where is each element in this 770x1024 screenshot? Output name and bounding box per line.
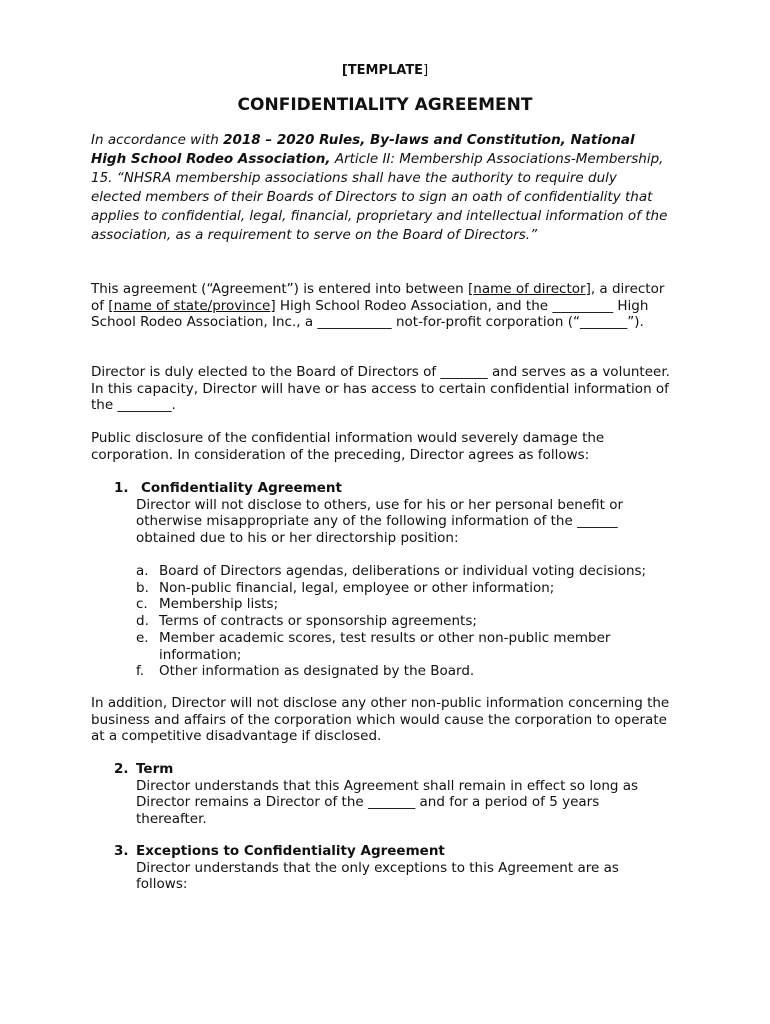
- section-2-number: 2.: [114, 761, 129, 777]
- list-item-letter: d.: [136, 613, 149, 630]
- director-paragraph: Director is duly elected to the Board of Directors of _______ and serves as a volunteer. In this capacity, Director will have or has access to certain confidential information of the ________.: [91, 364, 670, 414]
- parties-text-2: ], a director of [: [91, 281, 665, 314]
- section-1-title-text: Confidentiality Agreement: [141, 480, 342, 496]
- section-3-title: [136, 843, 676, 860]
- section-3-title-text: Exceptions to Confidentiality Agreement: [136, 843, 445, 859]
- state-name-placeholder: name of state/province: [113, 297, 271, 314]
- intro-paragraph: [91, 131, 671, 245]
- list-item-letter: f.: [136, 663, 145, 680]
- section-3-body: Director understands that the only exceptions to this Agreement are as follows:: [136, 859, 619, 893]
- list-item-text: Terms of contracts or sponsorship agreements;: [159, 613, 477, 630]
- list-item-text: Member academic scores, test results or other non-public member information;: [159, 629, 611, 663]
- list-item-text: Membership lists;: [159, 596, 279, 613]
- parties-text-1: This agreement (“Agreement”) is entered into between [: [91, 281, 474, 297]
- section-3-number: 3.: [114, 843, 129, 859]
- rules-title: 2018 – 2020 Rules, By-laws and Constitution, National High School Rodeo Association,: [91, 132, 635, 167]
- template-label-bracket: ]: [423, 63, 429, 78]
- list-item-letter: e.: [136, 629, 149, 646]
- list-item-letter: b.: [136, 579, 149, 596]
- document-title: CONFIDENTIALITY AGREEMENT: [237, 95, 533, 115]
- section-1-number: 1.: [114, 480, 129, 496]
- template-label-text: [TEMPLATE: [341, 63, 424, 78]
- intro-lead: In accordance with: [91, 132, 224, 148]
- template-label: [0, 62, 770, 80]
- section-1-title: [141, 480, 681, 497]
- section-2-body: Director understands that this Agreement shall remain in effect so long as Director remains a Director of the _______ and for a period of 5 years thereafter.: [136, 777, 639, 828]
- director-name-placeholder: name of director: [473, 281, 586, 297]
- section-2-title: [136, 761, 676, 778]
- parties-paragraph: [91, 281, 671, 331]
- list-item-text: Board of Directors agendas, deliberations or individual voting decisions;: [159, 563, 647, 579]
- section-1-body: Director will not disclose to others, use for his or her personal benefit or otherwise misappropriate any of the following information of the ______ obtained due to his or her directorship position:: [136, 496, 624, 547]
- addition-paragraph: In addition, Director will not disclose any other non-public information concerning the business and affairs of the corporation which would cause the corporation to operate at a competitive disadvantage if disclosed.: [91, 695, 670, 745]
- list-item-letter: a.: [136, 563, 149, 579]
- disclosure-paragraph: Public disclosure of the confidential information would severely damage the corporation. In consideration of the preceding, Director agrees as follows:: [91, 430, 605, 463]
- parties-text-3: ] High School Rodeo Association, and the _________ High School Rodeo Association, Inc., a ___________ not-for-profit corporation (“_______”).: [91, 297, 649, 331]
- list-item-text: Other information as designated by the Board.: [159, 663, 475, 680]
- list-item-letter: c.: [136, 596, 148, 613]
- list-item-text: Non-public financial, legal, employee or other information;: [159, 579, 555, 596]
- intro-text: Article II: Membership Associations-Membership, 15. “NHSRA membership associations shall have the authority to require duly elected members of their Boards of Directors to sign an oath of confidentiality that applies to confidential, legal, financial, proprietary and intellectual information of the association, as a requirement to serve on the Board of Directors.”: [91, 151, 668, 243]
- section-2-title-text: Term: [136, 761, 174, 777]
